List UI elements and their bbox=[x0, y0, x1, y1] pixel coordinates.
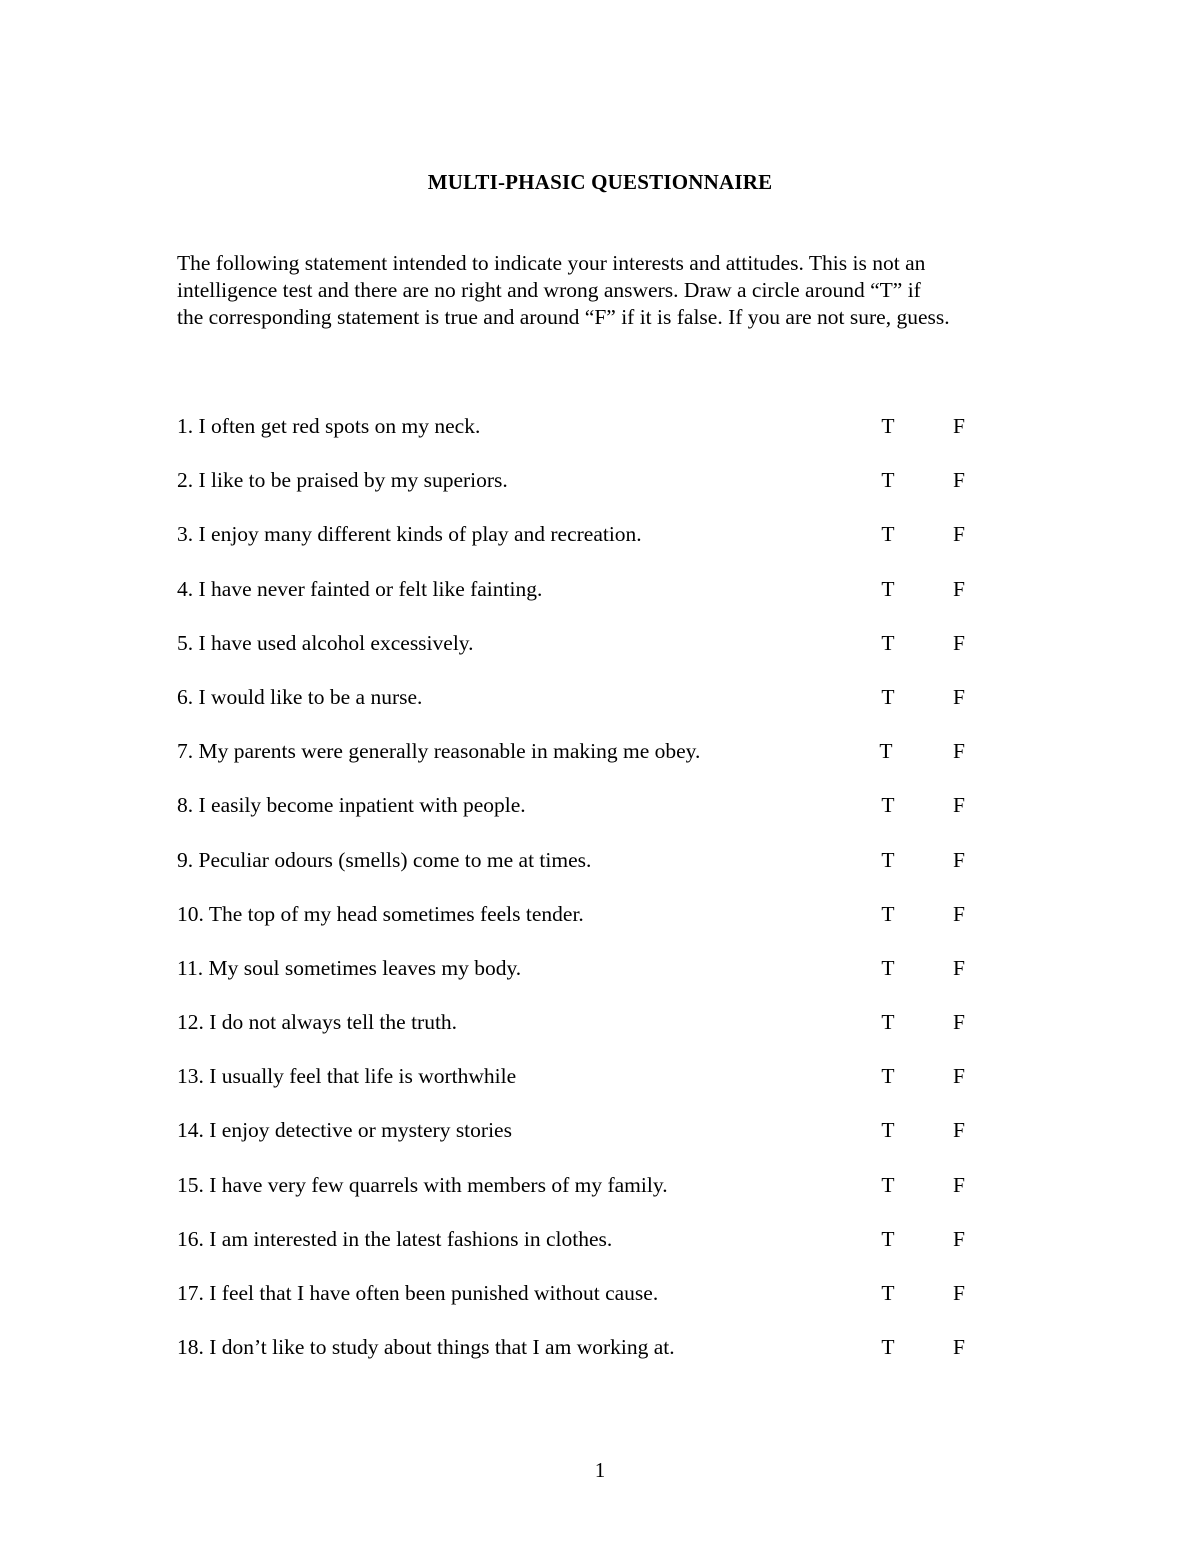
true-option[interactable]: T bbox=[881, 630, 895, 655]
question-item bbox=[177, 629, 997, 683]
question-text: 17. I feel that I have often been punished without cause. bbox=[177, 1281, 659, 1305]
question-item bbox=[177, 466, 997, 520]
page-title: MULTI-PHASIC QUESTIONNAIRE bbox=[427, 170, 773, 194]
question-item bbox=[177, 1171, 997, 1225]
false-option[interactable]: F bbox=[953, 955, 965, 980]
false-option[interactable]: F bbox=[953, 414, 965, 438]
false-option[interactable]: F bbox=[953, 793, 965, 818]
true-option[interactable]: T bbox=[881, 847, 895, 872]
question-text: 1. I often get red spots on my neck. bbox=[177, 414, 481, 438]
true-option[interactable]: T bbox=[881, 414, 895, 438]
question-item bbox=[177, 954, 997, 1008]
false-option[interactable]: F bbox=[953, 1010, 965, 1035]
question-item bbox=[177, 683, 997, 737]
question-text: 15. I have very few quarrels with members of my family. bbox=[177, 1172, 668, 1197]
question-text: 11. My soul sometimes leaves my body. bbox=[177, 955, 522, 980]
true-option[interactable]: T bbox=[881, 1064, 895, 1089]
false-option[interactable]: F bbox=[953, 1118, 965, 1143]
question-text: 18. I don’t like to study about things that I am working at. bbox=[177, 1335, 675, 1360]
question-item bbox=[177, 1008, 997, 1062]
question-item bbox=[177, 520, 997, 574]
false-option[interactable]: F bbox=[953, 1172, 965, 1197]
question-text: 2. I like to be praised by my superiors. bbox=[177, 468, 508, 493]
false-option[interactable]: F bbox=[953, 739, 965, 764]
question-text: 8. I easily become inpatient with people. bbox=[177, 793, 526, 818]
question-text: 6. I would like to be a nurse. bbox=[177, 684, 423, 709]
false-option[interactable]: F bbox=[953, 468, 965, 493]
true-option[interactable]: T bbox=[881, 1010, 895, 1035]
question-text: 4. I have never fainted or felt like fainting. bbox=[177, 576, 543, 601]
question-item bbox=[177, 900, 997, 954]
instructions-line: The following statement intended to indicate your interests and attitudes. This is not an bbox=[177, 251, 926, 275]
question-item bbox=[177, 1062, 997, 1116]
false-option[interactable]: F bbox=[953, 1064, 965, 1089]
question-text: 5. I have used alcohol excessively. bbox=[177, 630, 474, 655]
true-option[interactable]: T bbox=[881, 1172, 895, 1197]
true-option[interactable]: T bbox=[881, 1226, 895, 1251]
true-option[interactable]: T bbox=[881, 1335, 895, 1360]
false-option[interactable]: F bbox=[953, 901, 965, 926]
question-text: 10. The top of my head sometimes feels tender. bbox=[177, 901, 584, 926]
true-option[interactable]: T bbox=[881, 793, 895, 818]
question-item bbox=[177, 846, 997, 900]
true-option[interactable]: T bbox=[881, 522, 895, 547]
true-option[interactable]: T bbox=[881, 576, 895, 601]
false-option[interactable]: F bbox=[953, 684, 965, 709]
question-item bbox=[177, 1333, 997, 1387]
question-item bbox=[177, 412, 997, 466]
question-text: 12. I do not always tell the truth. bbox=[177, 1010, 458, 1035]
instructions-line: intelligence test and there are no right and wrong answers. Draw a circle around “T” if bbox=[177, 278, 921, 302]
false-option[interactable]: F bbox=[953, 522, 965, 547]
question-list bbox=[177, 412, 997, 1387]
false-option[interactable]: F bbox=[953, 847, 965, 872]
true-option[interactable]: T bbox=[881, 1118, 895, 1143]
question-item bbox=[177, 737, 997, 791]
question-item bbox=[177, 1225, 997, 1279]
instructions-line: the corresponding statement is true and around “F” if it is false. If you are not sure, guess. bbox=[177, 305, 950, 329]
true-option[interactable]: T bbox=[881, 684, 895, 709]
true-option[interactable]: T bbox=[881, 468, 895, 493]
question-text: 7. My parents were generally reasonable in making me obey. bbox=[177, 739, 701, 764]
question-text: 3. I enjoy many different kinds of play and recreation. bbox=[177, 522, 642, 547]
true-option[interactable]: T bbox=[881, 1281, 895, 1305]
question-text: 16. I am interested in the latest fashions in clothes. bbox=[177, 1226, 613, 1251]
question-item bbox=[177, 1116, 997, 1170]
false-option[interactable]: F bbox=[953, 1226, 965, 1251]
question-text: 13. I usually feel that life is worthwhile bbox=[177, 1064, 517, 1089]
question-item bbox=[177, 1279, 997, 1333]
true-option[interactable]: T bbox=[881, 901, 895, 926]
false-option[interactable]: F bbox=[953, 1281, 965, 1305]
question-text: 9. Peculiar odours (smells) come to me at times. bbox=[177, 847, 592, 872]
question-item bbox=[177, 575, 997, 629]
false-option[interactable]: F bbox=[953, 630, 965, 655]
question-item bbox=[177, 791, 997, 845]
true-option[interactable]: T bbox=[881, 955, 895, 980]
false-option[interactable]: F bbox=[953, 1335, 965, 1360]
instructions bbox=[177, 250, 1037, 331]
page-number: 1 bbox=[594, 1458, 606, 1482]
false-option[interactable]: F bbox=[953, 576, 965, 601]
question-text: 14. I enjoy detective or mystery stories bbox=[177, 1118, 512, 1143]
true-option[interactable]: T bbox=[879, 739, 893, 764]
